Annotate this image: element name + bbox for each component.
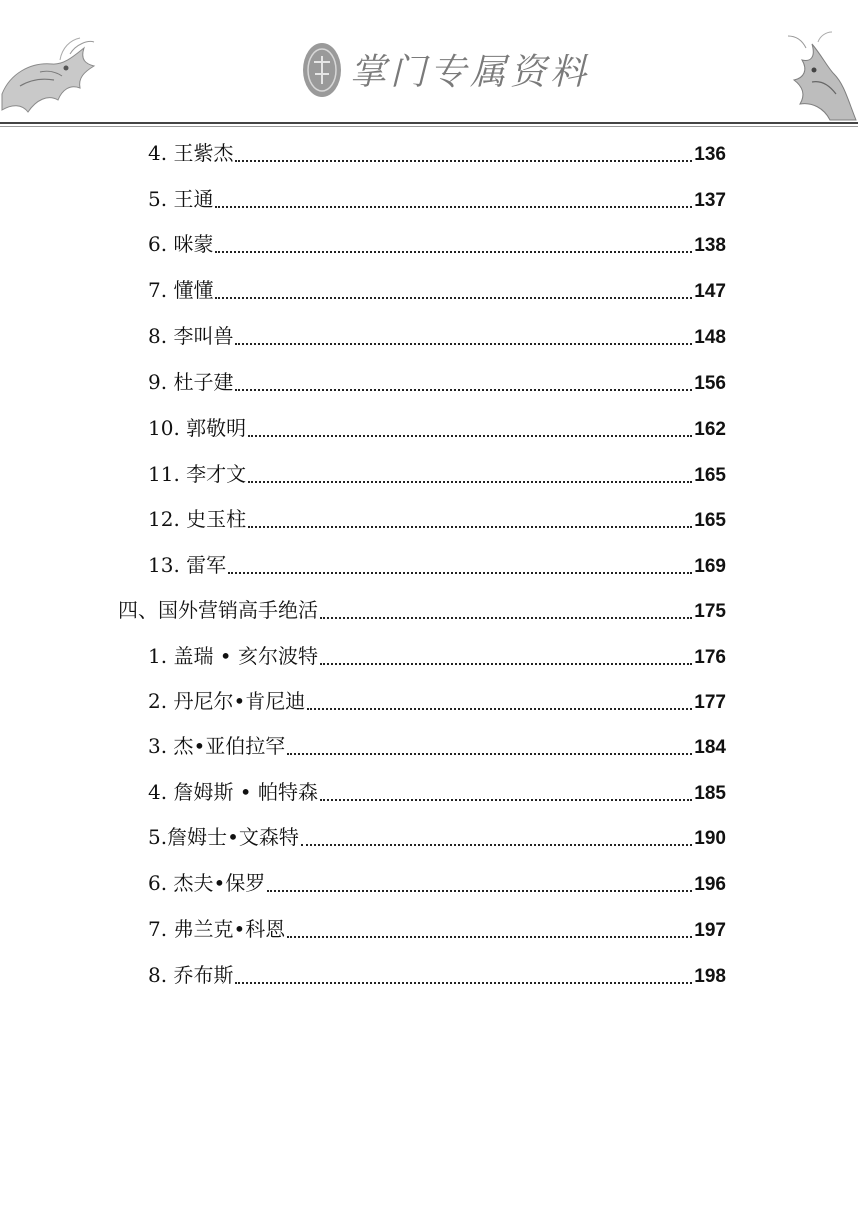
toc-leader-dots — [248, 481, 692, 483]
toc-entry-page: 147 — [694, 281, 726, 302]
toc-entry-page: 184 — [694, 737, 726, 758]
toc-entry[interactable] — [148, 777, 726, 807]
toc-entry[interactable] — [148, 914, 726, 944]
toc-entry-page: 185 — [694, 783, 726, 804]
toc-entry[interactable] — [148, 229, 726, 259]
toc-entry[interactable] — [148, 275, 726, 305]
toc-entry[interactable] — [148, 686, 726, 716]
toc-entry-label: 4. 詹姆斯 • 帕特森 — [148, 780, 318, 804]
toc-entry-page: 169 — [694, 556, 726, 577]
toc-entry-label: 13. 雷军 — [148, 553, 227, 577]
toc-entry-label: 11. 李才文 — [148, 462, 247, 486]
toc-leader-dots — [235, 160, 692, 162]
toc-leader-dots — [235, 982, 692, 984]
toc-leader-dots — [228, 572, 692, 574]
toc-entry-page: 198 — [694, 966, 726, 987]
toc-entry-page: 196 — [694, 874, 726, 895]
toc-leader-dots — [235, 389, 692, 391]
toc-entry-label: 9. 杜子建 — [148, 370, 234, 394]
toc-entry[interactable] — [148, 321, 726, 351]
toc-entry[interactable] — [148, 504, 726, 534]
toc-entry-label: 10. 郭敬明 — [148, 416, 247, 440]
toc-section-heading[interactable] — [118, 595, 726, 625]
toc-entry[interactable] — [148, 868, 726, 898]
toc-entry-label: 四、国外营销高手绝活 — [118, 598, 318, 622]
toc-leader-dots — [215, 251, 692, 253]
toc-entry-page: 176 — [694, 647, 726, 668]
toc-entry-label: 7. 懂懂 — [148, 278, 214, 302]
toc-leader-dots — [267, 890, 692, 892]
toc-entry-label: 4. 王紫杰 — [148, 141, 234, 165]
toc-entry[interactable] — [148, 822, 726, 852]
toc-entry-page: 156 — [694, 373, 726, 394]
toc-entry-page: 162 — [694, 419, 726, 440]
toc-leader-dots — [287, 936, 692, 938]
toc-leader-dots — [320, 663, 692, 665]
toc-entry[interactable] — [148, 550, 726, 580]
toc-entry-page: 138 — [694, 235, 726, 256]
toc-leader-dots — [320, 617, 692, 619]
toc-entry-page: 197 — [694, 920, 726, 941]
toc-leader-dots — [287, 753, 692, 755]
toc-entry[interactable] — [148, 184, 726, 214]
toc-leader-dots — [215, 206, 692, 208]
toc-entry[interactable] — [148, 960, 726, 990]
toc-leader-dots — [301, 844, 692, 846]
header-title-text: 掌门专属资料 — [350, 52, 591, 93]
toc-entry[interactable] — [148, 138, 726, 168]
toc-entry-page: 175 — [694, 601, 726, 622]
toc-leader-dots — [248, 526, 692, 528]
toc-entry-page: 165 — [694, 465, 726, 486]
toc-entry-page: 137 — [694, 190, 726, 211]
toc-entry-label: 6. 杰夫•保罗 — [148, 871, 266, 895]
toc-entry-label: 6. 咪蒙 — [148, 232, 214, 256]
toc-entry-label: 3. 杰•亚伯拉罕 — [148, 734, 286, 758]
toc-leader-dots — [235, 343, 692, 345]
toc-entry[interactable] — [148, 413, 726, 443]
toc-entry-label: 5. 王通 — [148, 187, 214, 211]
toc-entry-label: 2. 丹尼尔•肯尼迪 — [148, 689, 306, 713]
toc-entry-page: 148 — [694, 327, 726, 348]
toc-entry-page: 190 — [694, 828, 726, 849]
toc-entry[interactable] — [148, 641, 726, 671]
toc-entry-page: 165 — [694, 510, 726, 531]
toc-entry[interactable] — [148, 731, 726, 761]
toc-entry-label: 1. 盖瑞 • 亥尔波特 — [148, 644, 318, 668]
toc-entry-label: 8. 李叫兽 — [148, 324, 234, 348]
toc-entry-label: 5.詹姆士•文森特 — [148, 825, 299, 849]
toc-entry-page: 136 — [694, 144, 726, 165]
toc-entry-label: 12. 史玉柱 — [148, 507, 247, 531]
toc-entry-label: 7. 弗兰克•科恩 — [148, 917, 286, 941]
toc-entry[interactable] — [148, 367, 726, 397]
toc-leader-dots — [248, 435, 692, 437]
toc-entry[interactable] — [148, 459, 726, 489]
toc-entry-label: 8. 乔布斯 — [148, 963, 234, 987]
toc-leader-dots — [215, 297, 692, 299]
toc-entry-page: 177 — [694, 692, 726, 713]
toc-leader-dots — [307, 708, 692, 710]
toc-leader-dots — [320, 799, 692, 801]
